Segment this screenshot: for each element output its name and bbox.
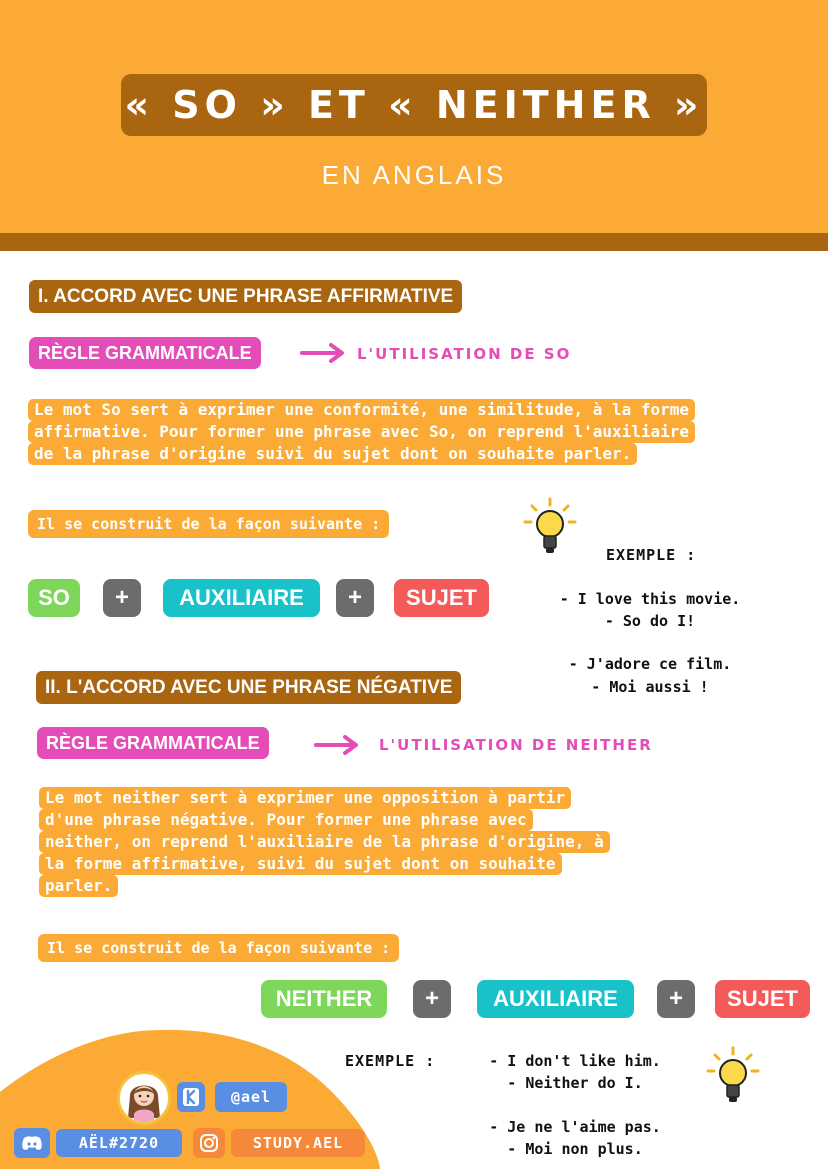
discord-tag[interactable]: AËL#2720 bbox=[56, 1129, 182, 1157]
section-1-rule-text: L'UTILISATION DE SO bbox=[357, 345, 572, 363]
paragraph-line: Le mot So sert à exprimer une conformité, une similitude, à la forme bbox=[28, 399, 695, 421]
formula-plus-chip: + bbox=[657, 980, 695, 1018]
instagram-icon bbox=[193, 1128, 225, 1158]
section-2-rule-text: L'UTILISATION DE NEITHER bbox=[379, 736, 653, 754]
section-1-construct-label: Il se construit de la façon suivante : bbox=[28, 510, 389, 538]
paragraph-line: la forme affirmative, suivi du sujet dont on souhaite bbox=[39, 853, 562, 875]
section-1-heading: I. ACCORD AVEC UNE PHRASE AFFIRMATIVE bbox=[29, 280, 462, 313]
example-line: - I love this movie. bbox=[559, 590, 741, 608]
formula-auxiliaire-chip: AUXILIAIRE bbox=[163, 579, 320, 617]
formula-auxiliaire-chip: AUXILIAIRE bbox=[477, 980, 634, 1018]
example-line: - I don't like him. bbox=[489, 1052, 661, 1070]
formula-plus-chip: + bbox=[413, 980, 451, 1018]
example-line: - Moi non plus. bbox=[507, 1140, 643, 1158]
example-line: - J'adore ce film. bbox=[568, 655, 732, 673]
paragraph-line: Le mot neither sert à exprimer une opposition à partir bbox=[39, 787, 571, 809]
section-1-example-label: EXEMPLE : bbox=[606, 546, 697, 564]
example-line: - So do I! bbox=[604, 612, 696, 630]
example-line: - Moi aussi ! bbox=[591, 678, 709, 696]
page-title: « SO » ET « NEITHER » bbox=[121, 74, 707, 136]
instagram-logo-icon bbox=[199, 1133, 219, 1153]
paragraph-line: neither, on reprend l'auxiliaire de la phrase d'origine, à bbox=[39, 831, 610, 853]
formula-neither-chip: NEITHER bbox=[261, 980, 387, 1018]
formula-so-chip: SO bbox=[28, 579, 80, 617]
k-app-icon bbox=[177, 1082, 205, 1112]
section-2-example-label: EXEMPLE : bbox=[345, 1052, 436, 1070]
formula-sujet-chip: SUJET bbox=[715, 980, 810, 1018]
lightbulb-icon bbox=[705, 1046, 761, 1108]
discord-icon bbox=[14, 1128, 50, 1158]
section-2-heading: II. L'ACCORD AVEC UNE PHRASE NÉGATIVE bbox=[36, 671, 461, 704]
avatar-illustration bbox=[120, 1074, 168, 1122]
section-2-construct-label: Il se construit de la façon suivante : bbox=[38, 934, 399, 962]
formula-sujet-chip: SUJET bbox=[394, 579, 489, 617]
instagram-handle[interactable]: STUDY.AEL bbox=[231, 1129, 365, 1157]
formula-plus-chip: + bbox=[336, 579, 374, 617]
avatar bbox=[117, 1071, 171, 1125]
example-line: - Je ne l'aime pas. bbox=[489, 1118, 661, 1136]
page-subtitle: EN ANGLAIS bbox=[321, 160, 507, 190]
example-line: - Neither do I. bbox=[507, 1074, 643, 1092]
section-2-rule-tag: RÈGLE GRAMMATICALE bbox=[37, 727, 269, 759]
formula-plus-chip: + bbox=[103, 579, 141, 617]
k-logo-icon bbox=[182, 1087, 200, 1107]
section-1-rule-tag: RÈGLE GRAMMATICALE bbox=[29, 337, 261, 369]
paragraph-line: d'une phrase négative. Pour former une phrase avec bbox=[39, 809, 533, 831]
paragraph-line: de la phrase d'origine suivi du sujet dont on souhaite parler. bbox=[28, 443, 637, 465]
handle-badge[interactable]: @ael bbox=[215, 1082, 287, 1112]
paragraph-line: parler. bbox=[39, 875, 118, 897]
discord-logo-icon bbox=[21, 1135, 43, 1151]
paragraph-line: affirmative. Pour former une phrase avec So, on reprend l'auxiliaire bbox=[28, 421, 695, 443]
